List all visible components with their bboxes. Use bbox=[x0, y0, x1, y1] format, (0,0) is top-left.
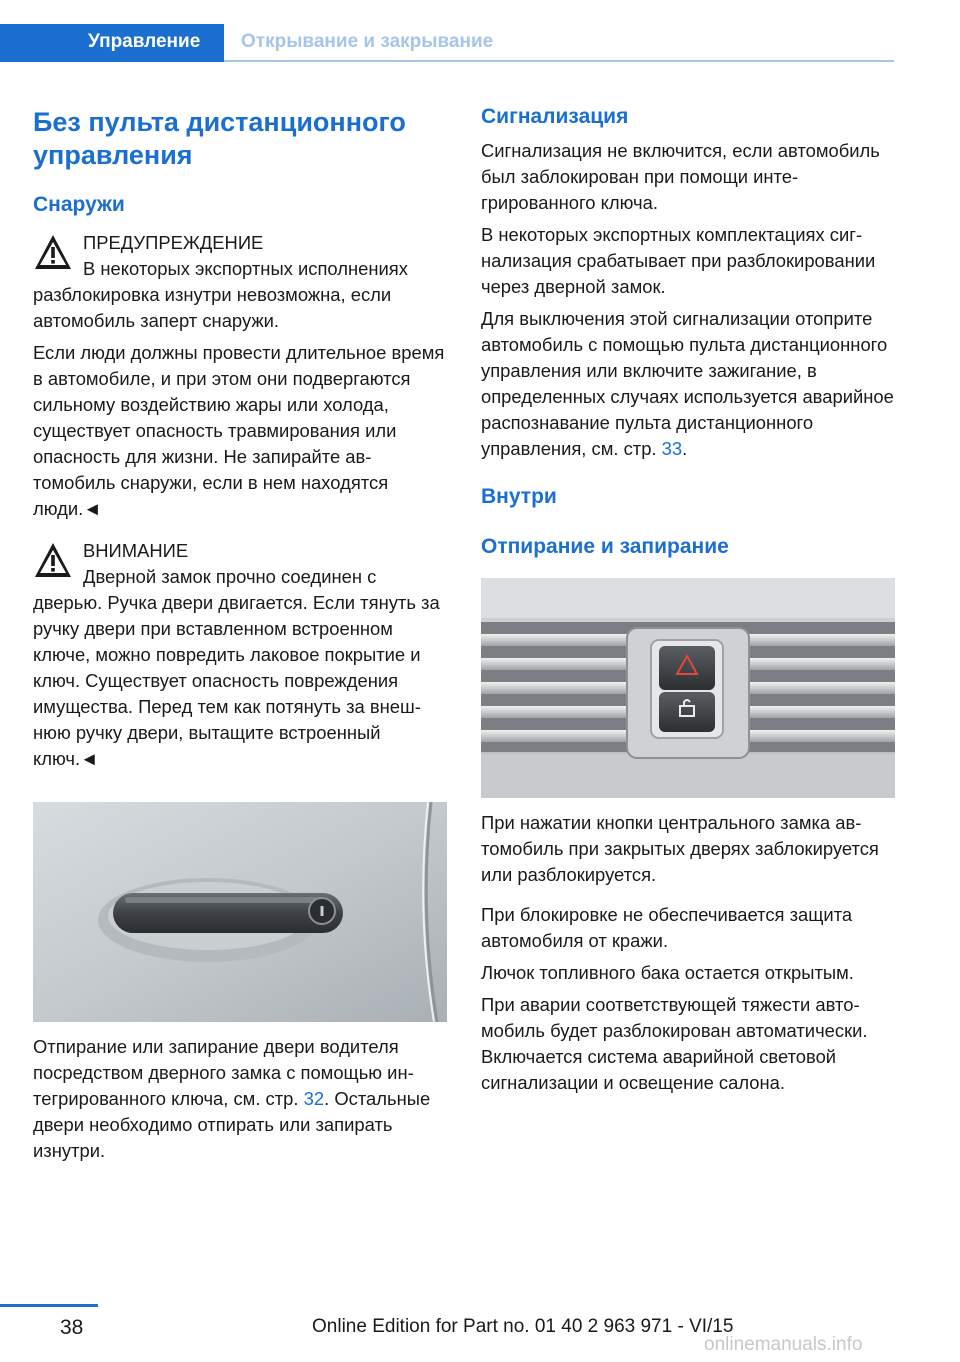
warning-text: дверью. Ручка двери двигается. Если тянуть за ручку двери при вставленном встроенном ключе, можно повредить лаковое покрытие и ключ. Существует опасность повреждения имущества. Перед тем как потянуть за внешнюю ручку двери, вытащите встроенный ключ.◄ bbox=[33, 592, 440, 769]
alarm-paragraph-1: Сигнализация не включится, если автомобиль был заблокирован при помощи интегрированного ключа. bbox=[481, 140, 880, 213]
door-handle-photo bbox=[33, 802, 447, 1022]
warning-triangle-icon bbox=[33, 540, 73, 580]
header-section: Управление bbox=[88, 31, 201, 52]
door-lock-text-end: . Остальные двери необходимо отпирать или запирать изнутри. bbox=[33, 1088, 431, 1161]
central-lock-button-photo bbox=[481, 578, 895, 798]
site-watermark: onlinemanuals.info bbox=[704, 1334, 863, 1355]
central-lock-paragraph-1: При нажатии кнопки центрального замка автомобиль при закрытых дверях заблокируется или разблокируется. bbox=[481, 812, 879, 885]
alarm-paragraph-2: В некоторых экспортных комплектациях сигнализация срабатывает при разблокировании через дверной замок. bbox=[481, 224, 876, 297]
header-rule bbox=[224, 60, 894, 62]
alarm-text-end: . bbox=[682, 438, 688, 459]
alarm-heading: Сигнализация bbox=[481, 105, 629, 128]
door-lock-text: Отпирание или запирание двери водителя посредством дверного замка с помощью интегрированного ключа, см. стр. bbox=[33, 1036, 414, 1109]
warning-title: ВНИМАНИЕ bbox=[83, 540, 189, 561]
section-heading: Без пульта дистанционного управления bbox=[33, 107, 406, 170]
door-lock-paragraph bbox=[33, 1034, 447, 1164]
central-lock-paragraph-2: При блокировке не обеспечивается защита автомобиля от кражи. bbox=[481, 904, 853, 951]
page-link-32[interactable]: 32 bbox=[303, 1088, 325, 1109]
subheading-outside: Снаружи bbox=[33, 193, 125, 216]
warning-text-first-line: Дверной замок прочно соединен с bbox=[83, 566, 377, 587]
warning-text: разблокировка изнутри невозможна, если автомобиль заперт снаружи. bbox=[33, 284, 392, 331]
warning-triangle-icon bbox=[33, 232, 73, 272]
central-lock-paragraph-4: При аварии соответствующей тяжести автомобиль будет разблокирован автоматически. Включается система аварийной световой сигнализации и освещение салона. bbox=[481, 994, 868, 1093]
edition-text: Online Edition for Part no. 01 40 2 963 971 - VI/15 bbox=[312, 1316, 734, 1337]
alarm-paragraph-3 bbox=[481, 306, 895, 462]
lock-unlock-heading: Отпирание и запирание bbox=[481, 535, 729, 558]
warning-text-first-line: В некоторых экспортных исполнениях bbox=[83, 258, 408, 279]
alarm-text: Для выключения этой сигнализации отоприте автомобиль с помощью пульта дистанционного управления или включите зажигание, в определенных случаях используется аварийное распознавание пульта дистанционного управления, см. стр. bbox=[481, 308, 894, 459]
inside-heading: Внутри bbox=[481, 485, 557, 508]
footer-accent-bar bbox=[0, 1304, 98, 1307]
header-subsection: Открывание и закрывание bbox=[241, 31, 494, 52]
warning-block-1 bbox=[33, 230, 447, 522]
warning-title: ПРЕДУПРЕЖДЕНИЕ bbox=[83, 232, 264, 253]
warning-block-2 bbox=[33, 538, 447, 772]
page-number: 38 bbox=[60, 1316, 84, 1339]
page-link-33[interactable]: 33 bbox=[661, 438, 683, 459]
left-column bbox=[33, 100, 447, 1164]
central-lock-paragraph-3: Лючок топливного бака остается открытым. bbox=[481, 962, 854, 983]
right-column bbox=[481, 100, 895, 1096]
warning-text-para: Если люди должны провести длительное время в автомобиле, и при этом они подвергаются сильному воздействию жары или холода, существует опасность травмирования или опасность для жизни. Не запирайте автомобиль снаружи, если в нем находятся люди.◄ bbox=[33, 342, 445, 519]
